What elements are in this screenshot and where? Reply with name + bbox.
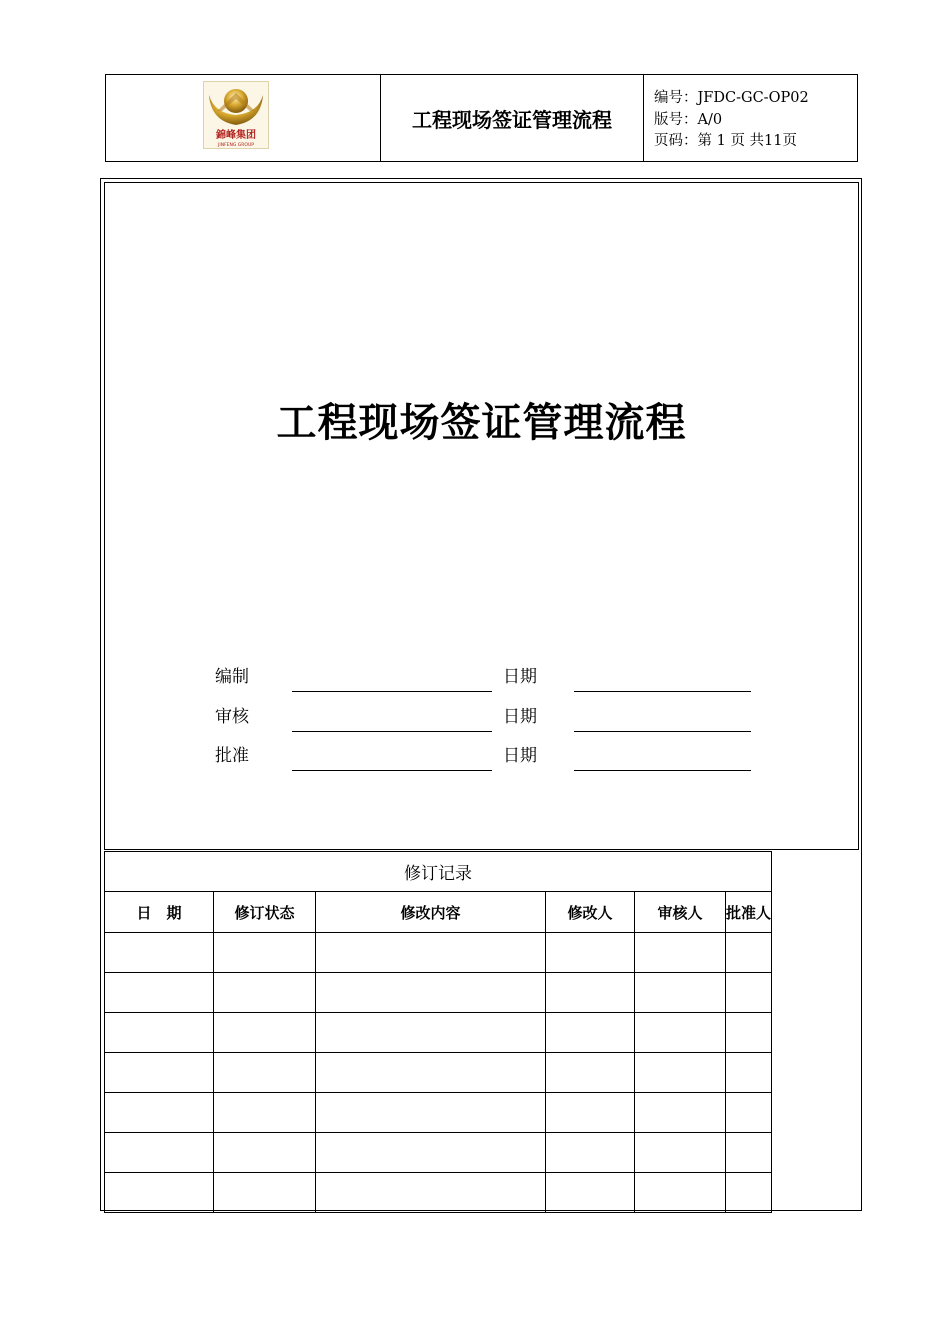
cover-area <box>104 182 859 850</box>
col-approver: 批准人 <box>726 892 772 933</box>
table-cell <box>546 1133 635 1173</box>
cover-title: 工程现场签证管理流程 <box>276 400 687 446</box>
table-cell <box>105 1053 214 1093</box>
header-title: 工程现场签证管理流程 <box>412 107 612 132</box>
table-cell <box>105 933 214 973</box>
col-reviewer: 审核人 <box>635 892 726 933</box>
table-cell <box>316 1093 546 1133</box>
table-cell <box>635 933 726 973</box>
revision-caption: 修订记录 <box>105 852 772 892</box>
sig-date-label-approved: 日期 <box>503 746 537 766</box>
sig-date-label-reviewed: 日期 <box>503 707 537 727</box>
table-cell <box>214 1133 316 1173</box>
header-title-cell <box>381 75 644 161</box>
table-cell <box>316 1053 546 1093</box>
table-cell <box>214 933 316 973</box>
table-cell <box>105 1133 214 1173</box>
table-row <box>105 1173 772 1213</box>
sig-date-line-approved <box>574 770 751 771</box>
doc-code: 编号：JFDC-GC-OP02 <box>654 90 809 106</box>
table-cell <box>635 1053 726 1093</box>
table-cell <box>105 1013 214 1053</box>
table-cell <box>316 973 546 1013</box>
doc-page: 页码：第 1 页 共11页 <box>654 133 798 149</box>
sig-date-line-reviewed <box>574 731 751 732</box>
table-cell <box>546 1173 635 1213</box>
table-row <box>105 1053 772 1093</box>
sig-line-approved <box>292 770 492 771</box>
table-cell <box>214 1053 316 1093</box>
sig-role-reviewed: 审核 <box>215 707 249 727</box>
table-cell <box>316 1173 546 1213</box>
table-cell <box>726 973 772 1013</box>
sig-date-label-prepared: 日期 <box>503 667 537 687</box>
table-row <box>105 973 772 1013</box>
header-meta-cell <box>644 75 857 161</box>
table-cell <box>726 1173 772 1213</box>
table-cell <box>316 1013 546 1053</box>
table-cell <box>546 1013 635 1053</box>
table-cell <box>214 1093 316 1133</box>
table-cell <box>635 1173 726 1213</box>
logo-text: 錦峰集团 <box>216 130 256 141</box>
table-cell <box>214 1173 316 1213</box>
table-cell <box>726 933 772 973</box>
table-cell <box>726 1013 772 1053</box>
table-cell <box>316 1133 546 1173</box>
col-status: 修订状态 <box>214 892 316 933</box>
table-cell <box>635 1013 726 1053</box>
table-row <box>105 1013 772 1053</box>
table-cell <box>635 1093 726 1133</box>
sig-role-approved: 批准 <box>215 746 249 766</box>
col-content: 修改内容 <box>316 892 546 933</box>
table-cell <box>546 1053 635 1093</box>
table-cell <box>214 1013 316 1053</box>
sig-line-reviewed <box>292 731 492 732</box>
table-row <box>105 1093 772 1133</box>
sig-line-prepared <box>292 691 492 692</box>
table-cell <box>726 1053 772 1093</box>
company-logo <box>203 81 269 149</box>
table-cell <box>635 1133 726 1173</box>
table-cell <box>105 1173 214 1213</box>
table-cell <box>546 973 635 1013</box>
col-modifier: 修改人 <box>546 892 635 933</box>
table-row <box>105 933 772 973</box>
table-cell <box>105 973 214 1013</box>
table-cell <box>316 933 546 973</box>
sig-date-line-prepared <box>574 691 751 692</box>
col-date: 日 期 <box>105 892 214 933</box>
document-header <box>105 74 858 162</box>
logo-subtext: JINFENG GROUP <box>218 143 254 148</box>
cover-frame <box>100 178 862 1211</box>
table-cell <box>546 933 635 973</box>
table-row <box>105 1133 772 1173</box>
table-cell <box>726 1133 772 1173</box>
sig-role-prepared: 编制 <box>215 667 249 687</box>
table-cell <box>726 1093 772 1133</box>
table-cell <box>105 1093 214 1133</box>
table-cell <box>214 973 316 1013</box>
doc-version: 版号：A/0 <box>654 111 723 128</box>
logo-cell <box>106 75 381 161</box>
table-cell <box>635 973 726 1013</box>
revision-table <box>104 851 772 1213</box>
table-cell <box>546 1093 635 1133</box>
